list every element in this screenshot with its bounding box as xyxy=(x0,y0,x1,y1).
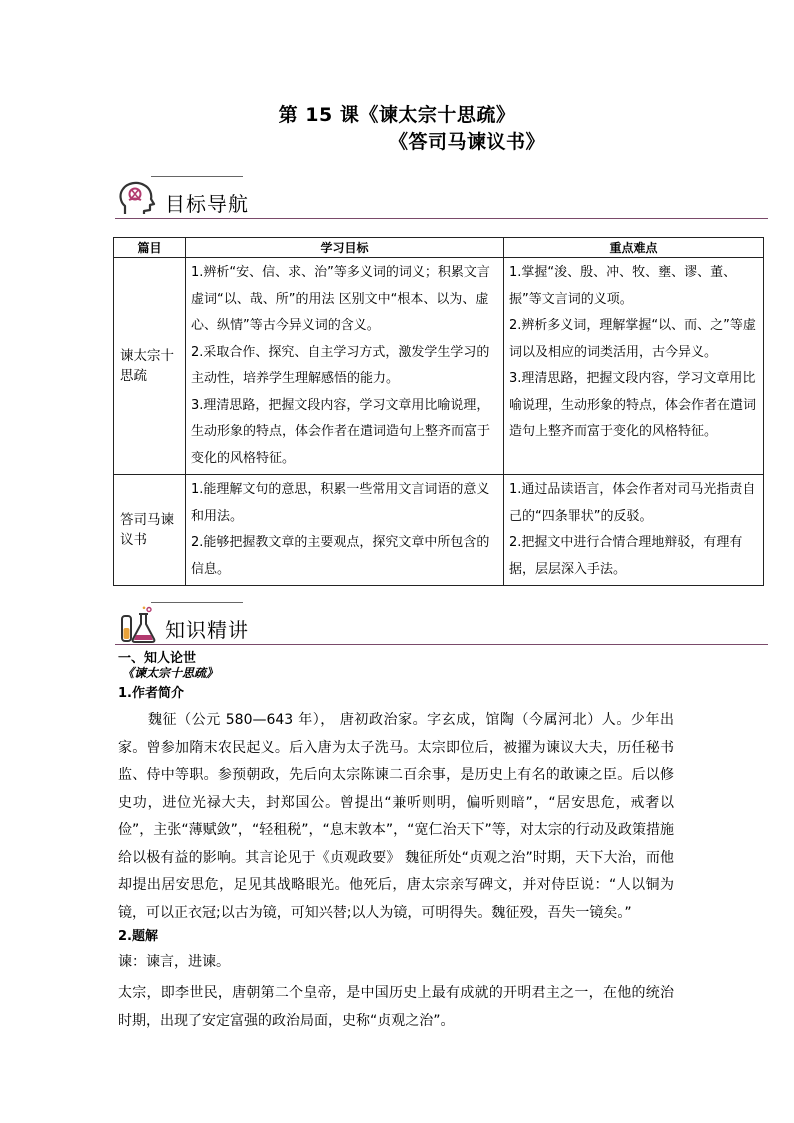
keypoint-item: 2.把握文中进行合情合理地辩驳，有理有据，层层深入手法。 xyxy=(509,535,743,577)
goals-section-header xyxy=(115,176,768,226)
title-explanation-paragraph: 太宗，即李世民，唐朝第二个皇帝，是中国历史上最有成就的开明君主之一，在他的统治时期，出现了安定富强的政治局面，史称“贞观之治”。 xyxy=(118,985,674,1029)
objective-item: 2.能够把握教文章的主要观点，探究文章中所包含的信息。 xyxy=(191,535,490,577)
title-explanation-heading: 2.题解 xyxy=(118,929,158,944)
lesson-title: 第 15 课《谏太宗十思疏》 xyxy=(278,104,516,126)
author-heading: 1.作者简介 xyxy=(118,686,184,701)
knowledge-heading: 知识精讲 xyxy=(165,618,249,642)
header-top-rule xyxy=(151,176,243,177)
objective-item: 1.辨析“安、信、求、治”等多义词的词义；积累文言虚词“以、哉、所”的用法 区别文中“根本、以为、虚心、纵情”等古今异义词的含义。 xyxy=(191,265,490,333)
title-explanation-line: 谏：谏言，进谏。 xyxy=(118,954,230,970)
work-title: 《谏太宗十思疏》 xyxy=(122,666,219,680)
header-top-rule xyxy=(151,602,243,603)
author-paragraph: 魏征（公元 580—643 年）， 唐初政治家。字玄成，馆陶（今属河北）人。少年出家。曾参加隋末农民起义。后入唐为太子洗马。太宗即位后，被擢为谏议大夫，历任秘书监、侍中等职。参预朝政，先后向太宗陈谏二百余事，是历史上有名的敢谏之臣。后以修史功，进位光禄大夫，封郑国公。曾提出“兼听则明，偏听则暗”，“居安思危，戒奢以俭”，主张“薄赋敛”，“轻租税”，“息末敦本”，“宽仁治天下”等，对太宗的行动及政策措施给以极有益的影响。其言论见于《贞观政要》 魏征所处“贞观之治”时期，天下大治，而他却提出居安思危，足见其战略眼光。他死后，唐太宗亲写碑文，并对侍臣说：“人以铜为镜，可以正衣冠;以古为镜，可知兴替;以人为镜，可明得失。魏征殁，吾失一镜矣。” xyxy=(118,712,674,921)
goals-heading: 目标导航 xyxy=(165,192,249,216)
knowledge-section-header xyxy=(115,602,768,652)
topic-cell: 谏太宗十思疏 xyxy=(114,258,186,475)
objective-item: 2.采取合作、探究、自主学习方式，激发学生学习的主动性，培养学生理解感悟的能力。 xyxy=(191,344,490,386)
header-objectives: 学习目标 xyxy=(186,238,504,258)
objectives-cell xyxy=(186,258,504,475)
lab-flask-icon xyxy=(117,606,157,644)
objective-item: 3.理清思路，把握文段内容，学习文章用比喻说理，生动形象的特点，体会作者在遣词造句上整齐而富于变化的风格特征。 xyxy=(191,397,491,466)
objectives-cell xyxy=(186,475,504,586)
table-header-row xyxy=(114,238,764,258)
header-bottom-rule xyxy=(115,644,768,645)
keypoint-item: 1.通过品读语言，体会作者对司马光指责自己的“四条罪状”的反驳。 xyxy=(509,482,756,524)
keypoint-item: 1.掌握“浚、殷、冲、牧、壅、谬、董、振”等文言词的义项。 xyxy=(509,265,737,307)
header-topic: 篇目 xyxy=(114,238,186,258)
lesson-subtitle: 《答司马谏议书》 xyxy=(388,131,545,153)
brain-head-icon xyxy=(117,180,157,218)
goals-table xyxy=(113,237,764,586)
objective-item: 1.能理解文句的意思，积累一些常用文言词语的意义和用法。 xyxy=(191,482,490,524)
keypoints-cell xyxy=(504,258,764,475)
part-heading: 一、知人论世 xyxy=(118,651,197,666)
table-row xyxy=(114,475,764,586)
keypoints-cell xyxy=(504,475,764,586)
table-row xyxy=(114,258,764,475)
keypoint-item: 3.理清思路，把握文段内容，学习文章用比喻说理，生动形象的特点，体会作者在遣词造句上整齐而富于变化的风格特征。 xyxy=(509,371,757,439)
header-bottom-rule xyxy=(115,218,768,219)
header-keypoints: 重点难点 xyxy=(504,238,764,258)
keypoint-item: 2.辨析多义词，理解掌握“以、而、之”等虚词以及相应的词类活用，古今异义。 xyxy=(509,318,756,360)
topic-cell: 答司马谏议书 xyxy=(114,475,186,586)
